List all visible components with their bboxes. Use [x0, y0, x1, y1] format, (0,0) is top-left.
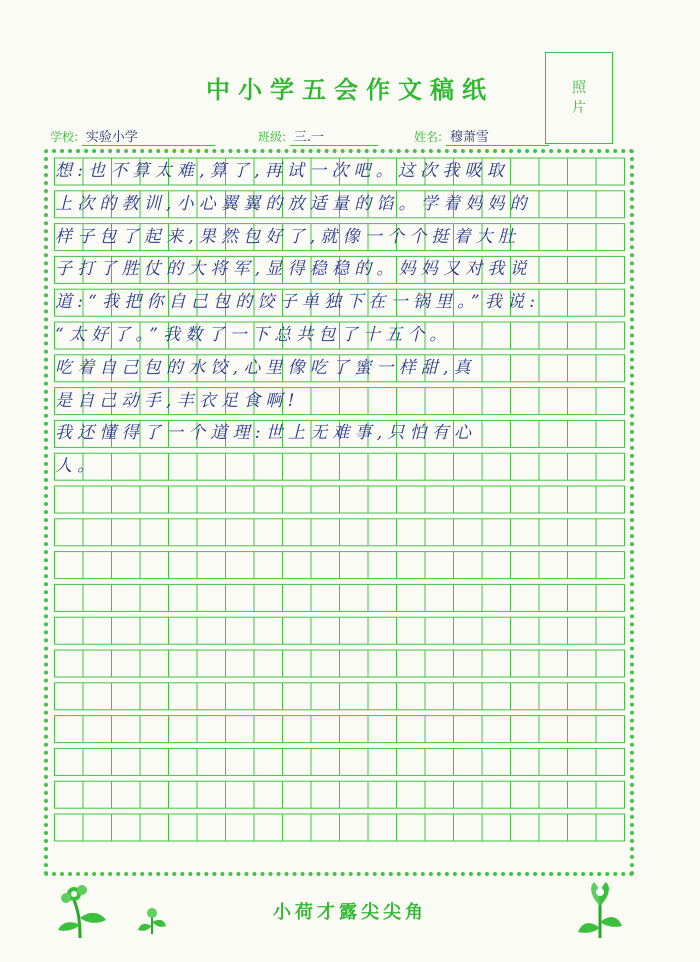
school-value: 实验小学	[82, 126, 215, 146]
flower-icon-left	[52, 880, 110, 940]
school-label: 学校:	[50, 130, 79, 144]
essay-line: “太好了。”我数了一下总共包了十五个。	[55, 325, 452, 345]
flower-icon-right	[572, 878, 628, 940]
essay-line: 子打了胜仗的大将军,显得稳稳的。妈妈又对我说	[55, 259, 532, 280]
essay-line: 道:“我把你自己包的饺子单独下在一锅里。”我说:	[55, 292, 541, 313]
essay-line: 我还懂得了一个道理:世上无难事,只怕有心	[55, 423, 477, 444]
essay-line: 想:也不算太难,算了,再试一次吧。这次我吸取	[55, 161, 509, 181]
class-value: 三.一	[290, 126, 378, 146]
flower-icon-small	[136, 906, 168, 936]
motto: 小荷才露尖尖角	[273, 902, 427, 923]
essay-line: 是自己动手,丰衣足食啊!	[55, 390, 300, 411]
photo-box	[545, 52, 613, 144]
photo-label-bottom: 片	[572, 100, 586, 116]
sheet-title: 中小学五会作文稿纸	[206, 76, 494, 104]
essay-line: 上次的教训,小心翼翼的放适量的馅。学着妈妈的	[55, 193, 532, 214]
class-field	[258, 126, 378, 146]
photo-label-top: 照	[572, 80, 586, 96]
essay-line: 吃着自己包的水饺,心里像吃了蜜一样甜,真	[55, 357, 476, 378]
essay-line: 人。	[55, 456, 100, 477]
class-label: 班级:	[258, 130, 287, 144]
name-label: 姓名:	[414, 130, 443, 144]
school-field	[50, 126, 215, 146]
name-value: 穆萧雪	[446, 126, 549, 146]
name-field	[414, 126, 549, 146]
essay-line: 样子包了起来,果然包好了,就像一个个挺着大肚	[55, 226, 521, 247]
